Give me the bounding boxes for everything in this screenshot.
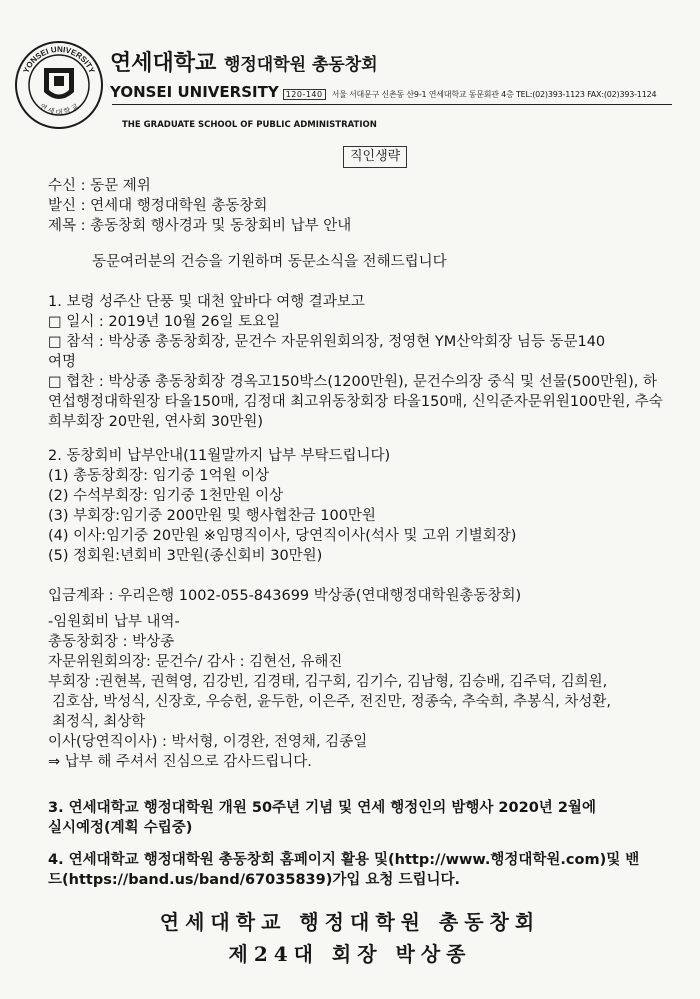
officers-thanks: ⇒ 납부 해 주셔서 진심으로 감사드립니다. <box>48 754 312 770</box>
university-line <box>110 83 656 101</box>
bank-account: 입금계좌 : 우리은행 1002-055-843699 박상종(연대행정대학원총동창회) <box>48 588 522 604</box>
university-seal-icon <box>14 40 104 130</box>
greeting-text: 동문여러분의 건승을 기원하며 동문소식을 전해드립니다 <box>92 254 447 270</box>
section3-line2: 실시예정(계획 수립중) <box>48 820 193 836</box>
officers-president: 총동창회장 : 박상종 <box>48 634 175 650</box>
fee-item: (3) 부회장:임기중 200만원 및 행사협찬금 100만원 <box>48 508 376 524</box>
officers-advisory: 자문위원회의장: 문건수/ 감사 : 김현선, 유해진 <box>48 654 343 670</box>
subject-line: 제목 : 총동창회 행사경과 및 동창회비 납부 안내 <box>48 218 352 234</box>
greeting <box>92 252 670 272</box>
seal-omitted-tag: 직인생략 <box>343 146 407 168</box>
org-name: 연세대학교 <box>110 51 217 76</box>
section1-sponsor: □ 협찬 : 박상종 총동창회장 경옥고150박스(1200만원), 문건수의장 중식 및 선물(500만원), 하연섭행정대학원장 타올150매, 김정대 최고위동창회장 타올150매, 신익준자문위원100만원, 추숙희부회장 20만원, 연사회 30만원) <box>48 374 663 430</box>
org-subname: 행정대학원 총동창회 <box>223 55 378 75</box>
section1-date: □ 일시 : 2019년 10월 26일 토요일 <box>48 314 281 330</box>
fee-item: (2) 수석부회장: 임기중 1천만원 이상 <box>48 488 284 504</box>
fee-item: (1) 총동창회장: 임기중 1억원 이상 <box>48 468 270 484</box>
sender-line: 발신 : 연세대 행정대학원 총동창회 <box>48 198 268 214</box>
footer-organization: 연세대학교 행정대학원 총동창회 <box>159 910 541 934</box>
fee-item: (4) 이사:임기중 20만원 ※임명직이사, 당연직이사(석사 및 고위 기별회장) <box>48 528 517 544</box>
svg-text:연 세 대 학 교 <box>38 101 80 116</box>
officers-title: -임원회비 납부 내역- <box>48 614 180 630</box>
school-name: THE GRADUATE SCHOOL OF PUBLIC ADMINISTRATION <box>122 120 377 130</box>
section-fee-guide <box>48 446 670 606</box>
officers-vice-cont: 최정식, 최상학 <box>52 714 146 730</box>
seal-motto: 연 세 대 학 교 <box>38 102 80 117</box>
officers-vice: 부회장 :권현복, 권혁영, 김강빈, 김경태, 김구회, 김기수, 김남형, 김승배, 김주덕, 김희원, <box>48 674 608 690</box>
letterhead-rule <box>112 104 672 105</box>
recipient-line: 수신 : 동문 제위 <box>48 178 151 194</box>
section-anniversary <box>48 798 670 838</box>
footer-signer: 제24대 회장 박상종 <box>228 942 472 966</box>
seal-text: YONSEI UNIVERSITY <box>21 44 97 75</box>
organization-title <box>110 46 378 77</box>
section4-line2: 드(https://band.us/band/67035839)가입 요청 드립니다. <box>48 872 461 888</box>
officers-fee-list <box>48 612 670 772</box>
section4-line1: 4. 연세대학교 행정대학원 총동창회 홈페이지 활용 및(http://www.행정대학원.com)및 밴 <box>48 852 640 868</box>
section2-title: 2. 동창회비 납부안내(11월말까지 납부 부탁드립니다) <box>48 448 391 464</box>
officers-vice-cont: 김호삼, 박성식, 신장호, 우승헌, 윤두한, 이은주, 전진만, 정종숙, 추숙희, 추봉식, 차성환, <box>52 694 612 710</box>
postal-code: 120-140 <box>283 89 326 100</box>
memo-header <box>48 176 670 236</box>
section1-title: 1. 보령 성주산 단풍 및 대천 앞바다 여행 결과보고 <box>48 294 365 310</box>
address: 서울 서대문구 신촌동 산9-1 연세대학교 동문회관 4층 TEL:(02)393-1123 FAX:(02)393-1124 <box>331 90 657 99</box>
section1-attendees-cont: 여명 <box>48 354 77 370</box>
fee-item: (5) 정회원:년회비 3만원(종신회비 30만원) <box>48 548 323 564</box>
officers-directors: 이사(당연직이사) : 박서형, 이경완, 전영채, 김종일 <box>48 734 368 750</box>
section-homepage <box>48 850 670 890</box>
university-name: YONSEI UNIVERSITY <box>110 83 279 101</box>
section1-attendees: □ 참석 : 박상종 총동창회장, 문건수 자문위원회의장, 정영현 YM산악회장 님등 동문140 <box>48 334 606 350</box>
section-trip-report <box>48 292 670 432</box>
section3-line1: 3. 연세대학교 행정대학원 개원 50주년 기념 및 연세 행정인의 밤행사 2020년 2월에 <box>48 800 596 816</box>
